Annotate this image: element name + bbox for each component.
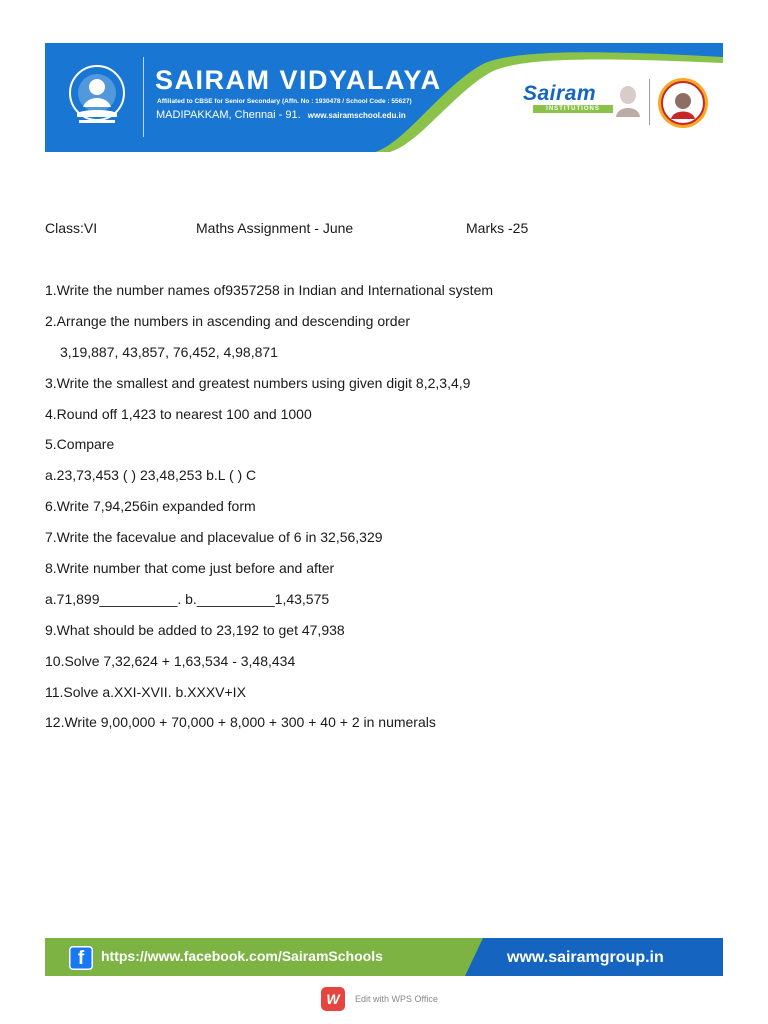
question-3: 3.Write the smallest and greatest numbers using given digit 8,2,3,4,9 [45,374,471,391]
school-crest-icon [65,63,129,127]
facebook-icon[interactable]: f [69,946,93,970]
question-7: 7.Write the facevalue and placevalue of 6 in 32,56,329 [45,529,383,546]
question-5: 5.Compare [45,436,115,453]
group-website-link[interactable]: www.sairamgroup.in [507,949,664,966]
question-2-numbers: 3,19,887, 43,857, 76,452, 4,98,871 [60,343,278,360]
question-10: 10.Solve 7,32,624 + 1,63,534 - 3,48,434 [45,652,296,669]
question-5-parts: a.23,73,453 ( ) 23,48,253 b.L ( ) C [45,467,257,484]
question-8-parts: a.71,899__________. b.__________1,43,575 [45,590,330,607]
class-label: Class:VI [45,220,98,236]
school-address-text: MADIPAKKAM, Chennai - 91. [156,109,301,121]
founder-portrait-icon [613,83,643,117]
footer-banner [45,938,723,976]
wps-office-icon: W [321,987,345,1011]
sairam-logo-text: Sairam [523,82,597,105]
wps-edit-label: Edit with WPS Office [355,994,438,1004]
question-12: 12.Write 9,00,000 + 70,000 + 8,000 + 300 + 40 + 2 in numerals [45,714,436,731]
sairam-institutions-logo [523,83,613,113]
header-banner [45,43,723,152]
school-name: SAIRAM VIDYALAYA [155,65,442,95]
school-website: www.sairamschool.edu.in [307,111,406,120]
sairam-logo-subtext: INSTITUTIONS [533,105,613,113]
wps-edit-badge[interactable] [321,987,438,1011]
school-affiliation: Affiliated to CBSE for Senior Secondary (Affn. No : 1930478 / School Code : 55627) [157,98,412,105]
question-1: 1.Write the number names of9357258 in Indian and International system [45,282,494,298]
founder-seal-icon [657,77,709,129]
question-6: 6.Write 7,94,256in expanded form [45,498,256,515]
question-list [45,282,493,745]
assignment-title: Maths Assignment - June [196,220,354,236]
question-4: 4.Round off 1,423 to nearest 100 and 1000 [45,405,312,422]
school-address [156,109,406,121]
marks-label: Marks -25 [466,220,529,236]
header-divider [143,57,144,137]
question-9: 9.What should be added to 23,192 to get 47,938 [45,621,345,638]
question-2: 2.Arrange the numbers in ascending and descending order [45,312,411,329]
question-11: 11.Solve a.XXI-XVII. b.XXXV+IX [45,683,246,700]
logo-divider [649,79,650,125]
facebook-link[interactable]: https://www.facebook.com/SairamSchools [101,948,383,964]
question-8: 8.Write number that come just before and after [45,560,335,577]
